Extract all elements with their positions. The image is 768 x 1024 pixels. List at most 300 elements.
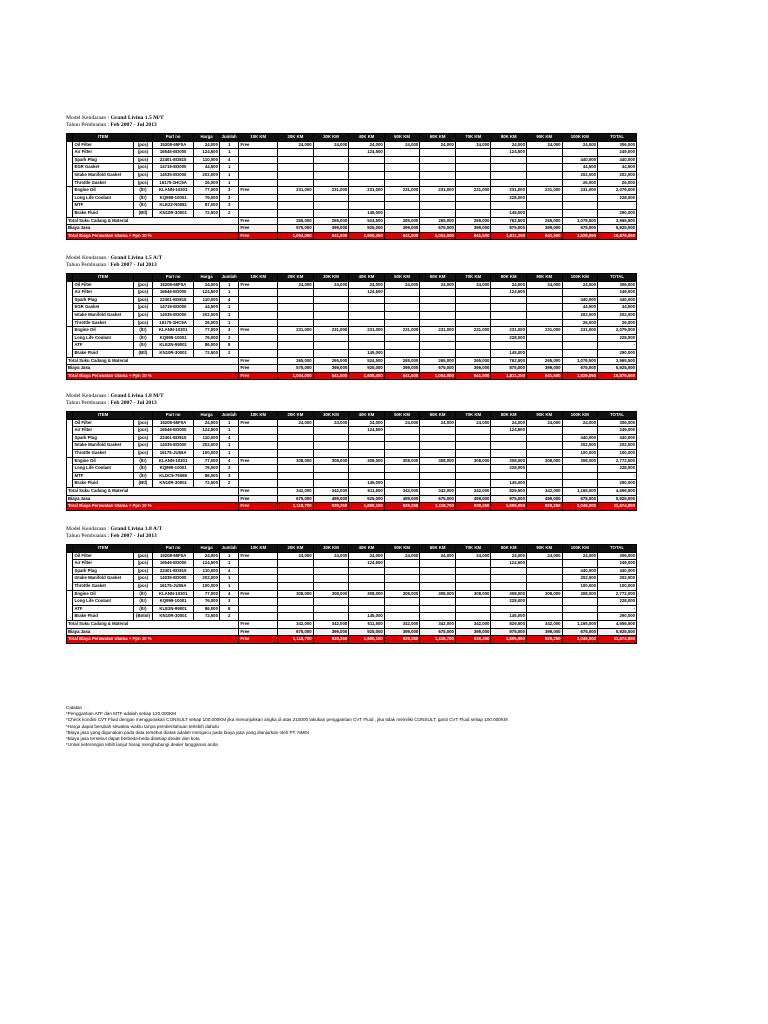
table-cell — [313, 598, 349, 606]
header-cell: 50K KM — [384, 545, 420, 553]
table-cell — [313, 442, 349, 450]
table-cell — [384, 319, 420, 327]
table-cell: 15208-65F0A — [153, 419, 194, 427]
table-cell: 86,000 — [194, 605, 220, 613]
summary-cell: Free — [239, 628, 278, 636]
summary-cell: 5,925,000 — [598, 225, 637, 233]
table-cell: 4 — [219, 457, 238, 465]
table-cell — [278, 560, 314, 568]
table-cell: 202,000 — [194, 171, 220, 179]
table-cell — [562, 349, 598, 357]
table-cell: 22401-ED815 — [153, 296, 194, 304]
table-cell — [384, 434, 420, 442]
table-cell: Oil Filter — [73, 419, 133, 427]
header-cell: Part no — [153, 274, 194, 282]
table-cell: 1 — [219, 171, 238, 179]
table-cell: KLANN-10301 — [153, 187, 194, 195]
table-cell — [526, 304, 562, 312]
table-cell — [278, 427, 314, 435]
table-cell: 24,000 — [313, 552, 349, 560]
summary-cell: 875,000 — [491, 365, 527, 373]
summary-cell: 675,000 — [562, 628, 598, 636]
summary-cell: 1,118,700 — [278, 636, 314, 644]
table-cell — [384, 560, 420, 568]
table-cell: 202,000 — [562, 311, 598, 319]
table-cell — [239, 442, 278, 450]
summary-cell: Free — [239, 495, 278, 503]
table-cell — [384, 575, 420, 583]
table-cell: 24,000 — [562, 141, 598, 149]
table-cell: 202,000 — [598, 171, 637, 179]
header-cell: ITEM — [73, 134, 133, 142]
table-cell — [455, 164, 491, 172]
table-cell: 231,000 — [349, 327, 385, 335]
summary-cell: 1,118,700 — [278, 503, 314, 511]
table-cell — [562, 560, 598, 568]
summary-label: Total Suku Cadang & Material — [67, 217, 239, 225]
table-cell — [239, 472, 278, 480]
table-cell — [491, 319, 527, 327]
table-cell: 1 — [219, 289, 238, 297]
table-cell — [455, 567, 491, 575]
header-cell: 60K KM — [420, 412, 456, 420]
summary-cell: 499,000 — [526, 495, 562, 503]
table-cell — [384, 171, 420, 179]
table-cell — [278, 598, 314, 606]
table-cell: 3 — [219, 327, 238, 335]
header-cell: 40K KM — [349, 412, 385, 420]
table-cell: 24,000 — [455, 552, 491, 560]
summary-cell: 675,000 — [278, 495, 314, 503]
table-cell: 228,000 — [598, 194, 637, 202]
summary-cell: 925,000 — [349, 495, 385, 503]
table-cell — [313, 480, 349, 488]
header-cell: 40K KM — [349, 134, 385, 142]
header-cell: 20K KM — [278, 134, 314, 142]
table-cell: (pcs) — [133, 281, 152, 289]
table-cell: 308,000 — [384, 457, 420, 465]
table-cell — [562, 334, 598, 342]
header-cell: 10K KM — [239, 412, 278, 420]
header-cell: 80K KM — [491, 545, 527, 553]
table-cell — [239, 194, 278, 202]
summary-cell: 675,000 — [562, 225, 598, 233]
table-cell: 228,000 — [491, 334, 527, 342]
table-cell: 24,000 — [526, 552, 562, 560]
model-label: Model Kendaraan : — [66, 393, 110, 399]
vehicle-meta — [66, 115, 637, 129]
table-cell: 24,000 — [384, 419, 420, 427]
table-cell — [455, 149, 491, 157]
summary-cell: 265,000 — [384, 217, 420, 225]
table-cell — [491, 472, 527, 480]
summary-cell: 265,000 — [384, 357, 420, 365]
table-cell: (ltr) — [133, 342, 152, 350]
table-cell: 231,000 — [278, 327, 314, 335]
table-cell: 14035-ED000 — [153, 442, 194, 450]
table-cell: Free — [239, 327, 278, 335]
year-label: Tahun Pembuatan : — [66, 262, 110, 268]
table-cell — [526, 480, 562, 488]
table-cell: 124,500 — [491, 289, 527, 297]
table-cell: 202,000 — [598, 442, 637, 450]
table-cell: (pcs) — [133, 567, 152, 575]
table-cell: 308,000 — [562, 457, 598, 465]
table-cell: 24,000 — [384, 281, 420, 289]
table-cell — [455, 472, 491, 480]
summary-cell: Free — [239, 217, 278, 225]
table-cell: 44,500 — [562, 164, 598, 172]
summary-cell: 342,000 — [420, 487, 456, 495]
table-cell — [384, 149, 420, 157]
table-cell: 44,500 — [598, 164, 637, 172]
table-cell: KN10R-30001 — [153, 480, 194, 488]
table-row — [67, 480, 637, 488]
table-cell — [491, 296, 527, 304]
table-cell — [313, 156, 349, 164]
table-cell — [526, 194, 562, 202]
table-cell: 1 — [219, 164, 238, 172]
table-cell: Free — [239, 281, 278, 289]
table-cell: Air Filter — [73, 427, 133, 435]
table-cell: 231,000 — [420, 187, 456, 195]
summary-cell: Free — [239, 372, 278, 380]
table-cell — [526, 164, 562, 172]
summary-cell: 265,000 — [455, 217, 491, 225]
table-cell: KLANN-10301 — [153, 590, 194, 598]
table-cell: 26,000 — [598, 179, 637, 187]
table-cell — [384, 582, 420, 590]
header-cell: Harga — [194, 274, 220, 282]
table-cell — [278, 209, 314, 217]
header-row — [67, 134, 637, 142]
table-cell — [491, 605, 527, 613]
table-cell: Oil Filter — [73, 281, 133, 289]
table-cell — [239, 296, 278, 304]
summary-cell: 675,000 — [420, 365, 456, 373]
table-cell: KLE2N-99001 — [153, 605, 194, 613]
maintenance-table — [66, 544, 637, 644]
table-cell — [526, 567, 562, 575]
table-cell — [349, 304, 385, 312]
table-cell — [239, 311, 278, 319]
table-cell — [313, 349, 349, 357]
table-cell — [526, 582, 562, 590]
table-cell — [349, 194, 385, 202]
table-cell — [239, 582, 278, 590]
summary-cell: 265,000 — [455, 357, 491, 365]
table-cell: 308,000 — [455, 590, 491, 598]
table-cell: 2 — [219, 209, 238, 217]
summary-cell: 399,000 — [526, 225, 562, 233]
table-cell — [526, 209, 562, 217]
table-cell: (Btl) — [133, 480, 152, 488]
table-cell: 24,000 — [491, 141, 527, 149]
table-cell — [526, 560, 562, 568]
table-cell — [420, 164, 456, 172]
table-cell — [313, 311, 349, 319]
table-cell: Engine Oil — [73, 590, 133, 598]
header-cell: 30K KM — [313, 134, 349, 142]
summary-cell: 265,000 — [278, 357, 314, 365]
table-row — [67, 457, 637, 465]
table-cell: KLANN-10301 — [153, 457, 194, 465]
table-cell: 14719-ED000 — [153, 304, 194, 312]
table-cell: Engine Oil — [73, 457, 133, 465]
table-cell — [313, 342, 349, 350]
table-cell — [562, 149, 598, 157]
table-cell — [526, 613, 562, 621]
year-label: Tahun Pembuatan : — [66, 400, 110, 406]
table-cell — [384, 472, 420, 480]
table-row — [67, 342, 637, 350]
summary-row — [67, 365, 637, 373]
table-cell — [420, 171, 456, 179]
table-cell: 3 — [219, 598, 238, 606]
table-cell: 1 — [219, 449, 238, 457]
summary-cell: 524,500 — [349, 217, 385, 225]
summary-cell: 1,004,000 — [420, 372, 456, 380]
table-cell: 86,000 — [194, 472, 220, 480]
table-cell: 249,000 — [598, 560, 637, 568]
table-cell — [455, 480, 491, 488]
table-cell: Spark Plug — [73, 156, 133, 164]
maintenance-table — [66, 133, 637, 240]
table-cell: 1 — [219, 319, 238, 327]
table-cell: 3 — [219, 472, 238, 480]
table-cell — [384, 349, 420, 357]
table-cell — [420, 575, 456, 583]
table-cell: 24,000 — [313, 281, 349, 289]
table-cell — [384, 613, 420, 621]
summary-row — [67, 217, 637, 225]
summary-cell: 342,000 — [455, 620, 491, 628]
model-value: Grand Livina 1.8 A/T — [110, 526, 163, 532]
table-cell: 231,000 — [313, 327, 349, 335]
table-row — [67, 472, 637, 480]
table-cell: 145,000 — [349, 613, 385, 621]
summary-cell: 929,250 — [455, 636, 491, 644]
table-cell: 24,000 — [384, 552, 420, 560]
table-cell: 440,000 — [598, 156, 637, 164]
summary-cell: 1,690,150 — [349, 636, 385, 644]
table-cell — [313, 171, 349, 179]
summary-cell: 1,118,700 — [420, 503, 456, 511]
table-cell: 24,000 — [526, 141, 562, 149]
table-row — [67, 334, 637, 342]
table-cell: 76,000 — [194, 194, 220, 202]
summary-cell: 925,000 — [349, 365, 385, 373]
summary-label: Total Suku Cadang & Material — [67, 487, 239, 495]
summary-cell: 929,250 — [313, 636, 349, 644]
table-cell: (ltr) — [133, 465, 152, 473]
table-cell: 231,000 — [526, 187, 562, 195]
table-cell — [384, 480, 420, 488]
table-cell — [384, 296, 420, 304]
table-cell: 249,000 — [598, 289, 637, 297]
summary-cell: 3,965,500 — [598, 357, 637, 365]
table-cell — [420, 319, 456, 327]
table-cell: (ltr) — [133, 202, 152, 210]
table-cell — [313, 560, 349, 568]
table-cell: 77,000 — [194, 327, 220, 335]
table-cell — [455, 427, 491, 435]
table-row — [67, 567, 637, 575]
table-cell: 124,500 — [491, 427, 527, 435]
table-cell: 24,000 — [313, 141, 349, 149]
table-row — [67, 575, 637, 583]
table-cell: 24,000 — [491, 552, 527, 560]
note-line: *Biaya jasa yang digunakan pada data tersebut diatas adalah mengacu pada biaya jasa yang dianjurkan oleh PT. NMDI — [66, 729, 310, 735]
table-cell: 24,000 — [278, 419, 314, 427]
summary-cell: 342,000 — [526, 620, 562, 628]
summary-cell: 265,000 — [526, 217, 562, 225]
table-cell — [384, 449, 420, 457]
table-cell — [278, 582, 314, 590]
table-cell: 24,000 — [491, 281, 527, 289]
table-cell — [455, 311, 491, 319]
header-cell: TOTAL — [598, 545, 637, 553]
summary-cell: 1,605,450 — [349, 232, 385, 240]
summary-cell: 524,500 — [349, 357, 385, 365]
table-cell: 72,500 — [194, 349, 220, 357]
header-cell: 60K KM — [420, 274, 456, 282]
table-cell: 24,000 — [278, 552, 314, 560]
table-cell: 26,000 — [194, 319, 220, 327]
table-cell: 249,000 — [598, 149, 637, 157]
summary-cell: 499,000 — [455, 495, 491, 503]
table-cell: (pcs) — [133, 419, 152, 427]
table-cell: KLDC9-75085 — [153, 472, 194, 480]
table-row — [67, 156, 637, 164]
table-cell — [239, 304, 278, 312]
table-cell — [562, 289, 598, 297]
table-cell: (pcs) — [133, 434, 152, 442]
table-cell — [455, 296, 491, 304]
table-cell — [239, 349, 278, 357]
table-cell: 24,000 — [278, 281, 314, 289]
table-cell — [349, 296, 385, 304]
table-cell: Long Life Coolant — [73, 465, 133, 473]
table-cell — [526, 296, 562, 304]
table-cell: 308,000 — [420, 457, 456, 465]
summary-cell: 399,000 — [455, 365, 491, 373]
table-cell: 44,500 — [598, 304, 637, 312]
year-label: Tahun Pembuatan : — [66, 122, 110, 128]
table-cell — [349, 342, 385, 350]
header-cell: 10K KM — [239, 134, 278, 142]
table-cell: 24,000 — [349, 141, 385, 149]
table-cell — [384, 311, 420, 319]
table-cell: Intake Manifold Gasket — [73, 171, 133, 179]
summary-cell: 265,000 — [313, 217, 349, 225]
table-cell — [455, 171, 491, 179]
table-cell: - — [598, 472, 637, 480]
table-cell — [420, 149, 456, 157]
table-cell: 202,000 — [194, 442, 220, 450]
summary-cell: 641,500 — [526, 372, 562, 380]
table-cell — [455, 342, 491, 350]
table-cell — [239, 156, 278, 164]
table-cell — [239, 598, 278, 606]
table-cell: (ltr) — [133, 187, 152, 195]
header-cell: TOTAL — [598, 412, 637, 420]
table-cell — [491, 575, 527, 583]
table-cell — [491, 156, 527, 164]
table-cell: 26,000 — [562, 179, 598, 187]
summary-cell: 399,000 — [526, 365, 562, 373]
summary-cell: 499,000 — [313, 495, 349, 503]
summary-cell: 342,000 — [384, 620, 420, 628]
summary-row — [67, 372, 637, 380]
table-cell — [384, 567, 420, 575]
table-cell: 4 — [219, 590, 238, 598]
table-cell: 16175-1HC5A — [153, 179, 194, 187]
table-cell: 14719-ED000 — [153, 164, 194, 172]
table-cell — [313, 289, 349, 297]
vehicle-meta — [66, 526, 637, 540]
table-cell — [420, 472, 456, 480]
table-cell: KN10R-30001 — [153, 209, 194, 217]
header-cell: 100K KM — [562, 274, 598, 282]
table-cell: Free — [239, 187, 278, 195]
table-cell — [239, 164, 278, 172]
table-cell — [526, 171, 562, 179]
table-cell — [278, 349, 314, 357]
table-cell: 87,000 — [194, 202, 220, 210]
table-cell — [278, 319, 314, 327]
table-cell — [526, 472, 562, 480]
table-cell: 4 — [219, 434, 238, 442]
table-cell — [562, 194, 598, 202]
table-cell: 308,000 — [313, 590, 349, 598]
table-cell: 440,000 — [598, 434, 637, 442]
table-cell — [278, 171, 314, 179]
table-cell — [455, 194, 491, 202]
table-cell: 145,000 — [491, 349, 527, 357]
table-cell — [278, 296, 314, 304]
table-cell: 202,000 — [562, 171, 598, 179]
table-row — [67, 449, 637, 457]
table-cell — [562, 465, 598, 473]
table-cell — [526, 334, 562, 342]
table-cell: 124,500 — [349, 289, 385, 297]
table-cell — [349, 156, 385, 164]
table-cell: 124,500 — [349, 427, 385, 435]
table-cell — [278, 480, 314, 488]
summary-cell: 925,000 — [349, 225, 385, 233]
summary-cell: 641,500 — [313, 232, 349, 240]
table-cell: Free — [239, 552, 278, 560]
table-cell: Engine Oil — [73, 187, 133, 195]
table-cell: 124,500 — [349, 149, 385, 157]
table-cell — [491, 179, 527, 187]
table-cell — [239, 319, 278, 327]
table-cell: 24,000 — [349, 419, 385, 427]
summary-cell: 641,500 — [384, 372, 420, 380]
table-cell — [526, 598, 562, 606]
summary-cell: 925,000 — [349, 628, 385, 636]
table-cell: 3 — [219, 194, 238, 202]
table-cell: 440,000 — [598, 296, 637, 304]
table-cell — [384, 427, 420, 435]
summary-label: Biaya Jasa — [67, 225, 239, 233]
table-cell: KLE22-N0081 — [153, 202, 194, 210]
table-cell — [384, 598, 420, 606]
table-cell: Brake Fluid — [73, 209, 133, 217]
table-cell — [455, 319, 491, 327]
table-cell — [278, 202, 314, 210]
